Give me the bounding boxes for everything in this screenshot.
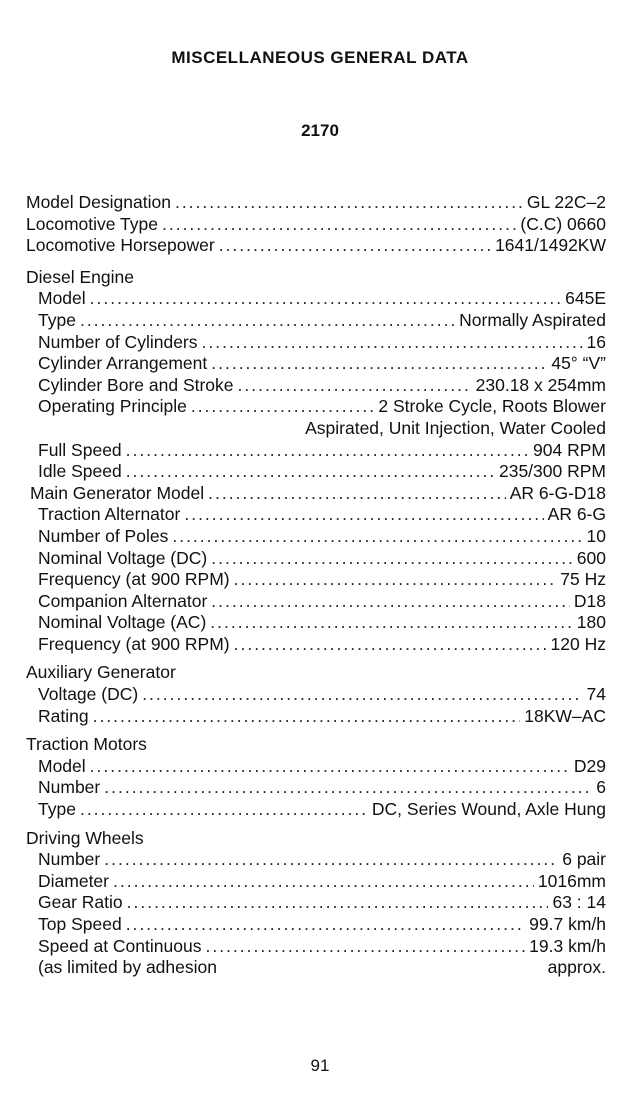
leader-dots [234, 569, 557, 591]
list-item [26, 235, 606, 257]
list-item [26, 777, 606, 799]
item-value: 1641/1492KW [495, 235, 606, 256]
item-value: 18KW–AC [524, 705, 606, 726]
item-value: 120 Hz [550, 633, 606, 654]
item-value: 235/300 RPM [498, 461, 606, 482]
data-list [26, 192, 606, 979]
list-item [26, 612, 606, 634]
list-item [26, 375, 606, 397]
list-item [26, 214, 606, 236]
item-label: Locomotive Type [26, 213, 158, 234]
leader-dots [211, 548, 573, 570]
list-item [26, 634, 606, 656]
leader-dots [126, 914, 525, 936]
item-value: 45° “V” [551, 353, 606, 374]
item-value: AR 6-G-D18 [509, 482, 606, 503]
leader-dots [211, 353, 547, 375]
section-heading: Driving Wheels [26, 827, 144, 848]
list-item [26, 548, 606, 570]
item-value: 6 pair [562, 849, 606, 870]
item-label: Operating Principle [38, 396, 187, 417]
list-item [26, 332, 606, 354]
list-item [26, 591, 606, 613]
leader-dots [104, 777, 592, 799]
item-label: Frequency (at 900 RPM) [38, 569, 230, 590]
item-label: Diameter [38, 870, 109, 891]
list-item [26, 461, 606, 483]
leader-dots [80, 310, 455, 332]
leader-dots [184, 504, 543, 526]
item-label: Nominal Voltage (AC) [38, 612, 207, 633]
list-item [26, 569, 606, 591]
leader-dots [80, 799, 368, 821]
item-label: Type [38, 309, 76, 330]
item-value: GL 22C–2 [526, 192, 606, 212]
item-value: 1016mm [537, 870, 606, 891]
item-value: 74 [586, 684, 606, 705]
list-item [26, 871, 606, 893]
item-value: 10 [586, 525, 606, 546]
item-label: (as limited by adhesion [38, 957, 217, 978]
item-label: Companion Alternator [38, 590, 208, 611]
list-item [26, 756, 606, 778]
item-label: Locomotive Horsepower [26, 235, 215, 256]
leader-dots [126, 440, 529, 462]
item-value: DC, Series Wound, Axle Hung [371, 799, 606, 820]
item-value: 19.3 km/h [529, 935, 606, 956]
list-item [26, 526, 606, 548]
item-label: Cylinder Bore and Stroke [38, 374, 234, 395]
list-item [26, 483, 606, 505]
item-value: 63 : 14 [552, 892, 606, 913]
list-item [26, 684, 606, 706]
item-label: Voltage (DC) [38, 684, 139, 705]
leader-dots [219, 235, 491, 257]
item-value: 16 [586, 331, 606, 352]
item-label: Number of Cylinders [38, 331, 198, 352]
item-label: Rating [38, 705, 89, 726]
leader-dots [113, 871, 534, 893]
leader-dots [90, 756, 570, 778]
item-label: Frequency (at 900 RPM) [38, 633, 230, 654]
leader-dots [205, 936, 525, 958]
list-item [26, 504, 606, 526]
item-label: Model [38, 755, 86, 776]
list-item [26, 706, 606, 728]
item-label: Number [38, 849, 101, 870]
leader-dots [208, 483, 506, 505]
item-value: 2 Stroke Cycle, Roots Blower [378, 396, 606, 417]
item-value: 600 [576, 547, 606, 568]
item-value: D29 [573, 755, 606, 776]
item-value: 6 [596, 777, 606, 798]
leader-dots [210, 612, 573, 634]
leader-dots [127, 892, 549, 914]
list-item [26, 892, 606, 914]
section-heading: Diesel Engine [26, 266, 134, 287]
item-value: approx. [547, 957, 606, 978]
leader-dots [211, 591, 570, 613]
list-item [26, 914, 606, 936]
leader-dots [191, 396, 375, 418]
item-value: 180 [576, 612, 606, 633]
section-heading: Auxiliary Generator [26, 662, 176, 683]
item-label: Cylinder Arrangement [38, 353, 208, 374]
list-item [26, 799, 606, 821]
list-item [26, 192, 606, 214]
leader-dots [202, 332, 583, 354]
list-item [26, 936, 606, 958]
leader-dots [142, 684, 582, 706]
leader-dots [175, 192, 523, 214]
item-label: Type [38, 799, 76, 820]
item-value: 645E [565, 288, 606, 309]
leader-dots [104, 849, 558, 871]
leader-dots [126, 461, 495, 483]
leader-dots [238, 375, 472, 397]
item-value-continuation: Aspirated, Unit Injection, Water Cooled [305, 417, 606, 438]
list-item [26, 849, 606, 871]
list-item [26, 957, 606, 979]
item-label: Speed at Continuous [38, 935, 202, 956]
list-item [26, 396, 606, 418]
item-label: Nominal Voltage (DC) [38, 547, 208, 568]
list-item [26, 310, 606, 332]
item-label: Model [38, 288, 86, 309]
leader-dots [90, 288, 561, 310]
item-label: Number [38, 777, 101, 798]
list-item [26, 353, 606, 375]
list-item [26, 288, 606, 310]
page-title: MISCELLANEOUS GENERAL DATA [171, 48, 469, 67]
item-value: D18 [573, 590, 606, 611]
item-value: Normally Aspirated [459, 309, 606, 330]
leader-dots [172, 526, 582, 548]
item-label: Number of Poles [38, 525, 169, 546]
section-heading: Traction Motors [26, 734, 147, 755]
item-label: Idle Speed [38, 461, 122, 482]
leader-dots [93, 706, 521, 728]
item-value: 904 RPM [533, 439, 606, 460]
item-value: 230.18 x 254mm [475, 374, 606, 395]
item-label: Traction Alternator [38, 504, 181, 525]
page-subtitle: 2170 [301, 121, 339, 140]
item-value: (C.C) 0660 [520, 213, 606, 234]
item-value: 75 Hz [560, 569, 606, 590]
item-value: AR 6-G [547, 504, 606, 525]
item-label: Main Generator Model [30, 482, 205, 503]
list-item [26, 440, 606, 462]
item-label: Full Speed [38, 439, 122, 460]
item-label: Model Designation [26, 192, 171, 212]
item-label: Top Speed [38, 914, 122, 934]
page-number: 91 [310, 1056, 330, 1075]
leader-dots [234, 634, 547, 656]
item-value: 99.7 km/h [529, 914, 606, 934]
item-label: Gear Ratio [38, 892, 123, 913]
leader-dots [162, 214, 516, 236]
